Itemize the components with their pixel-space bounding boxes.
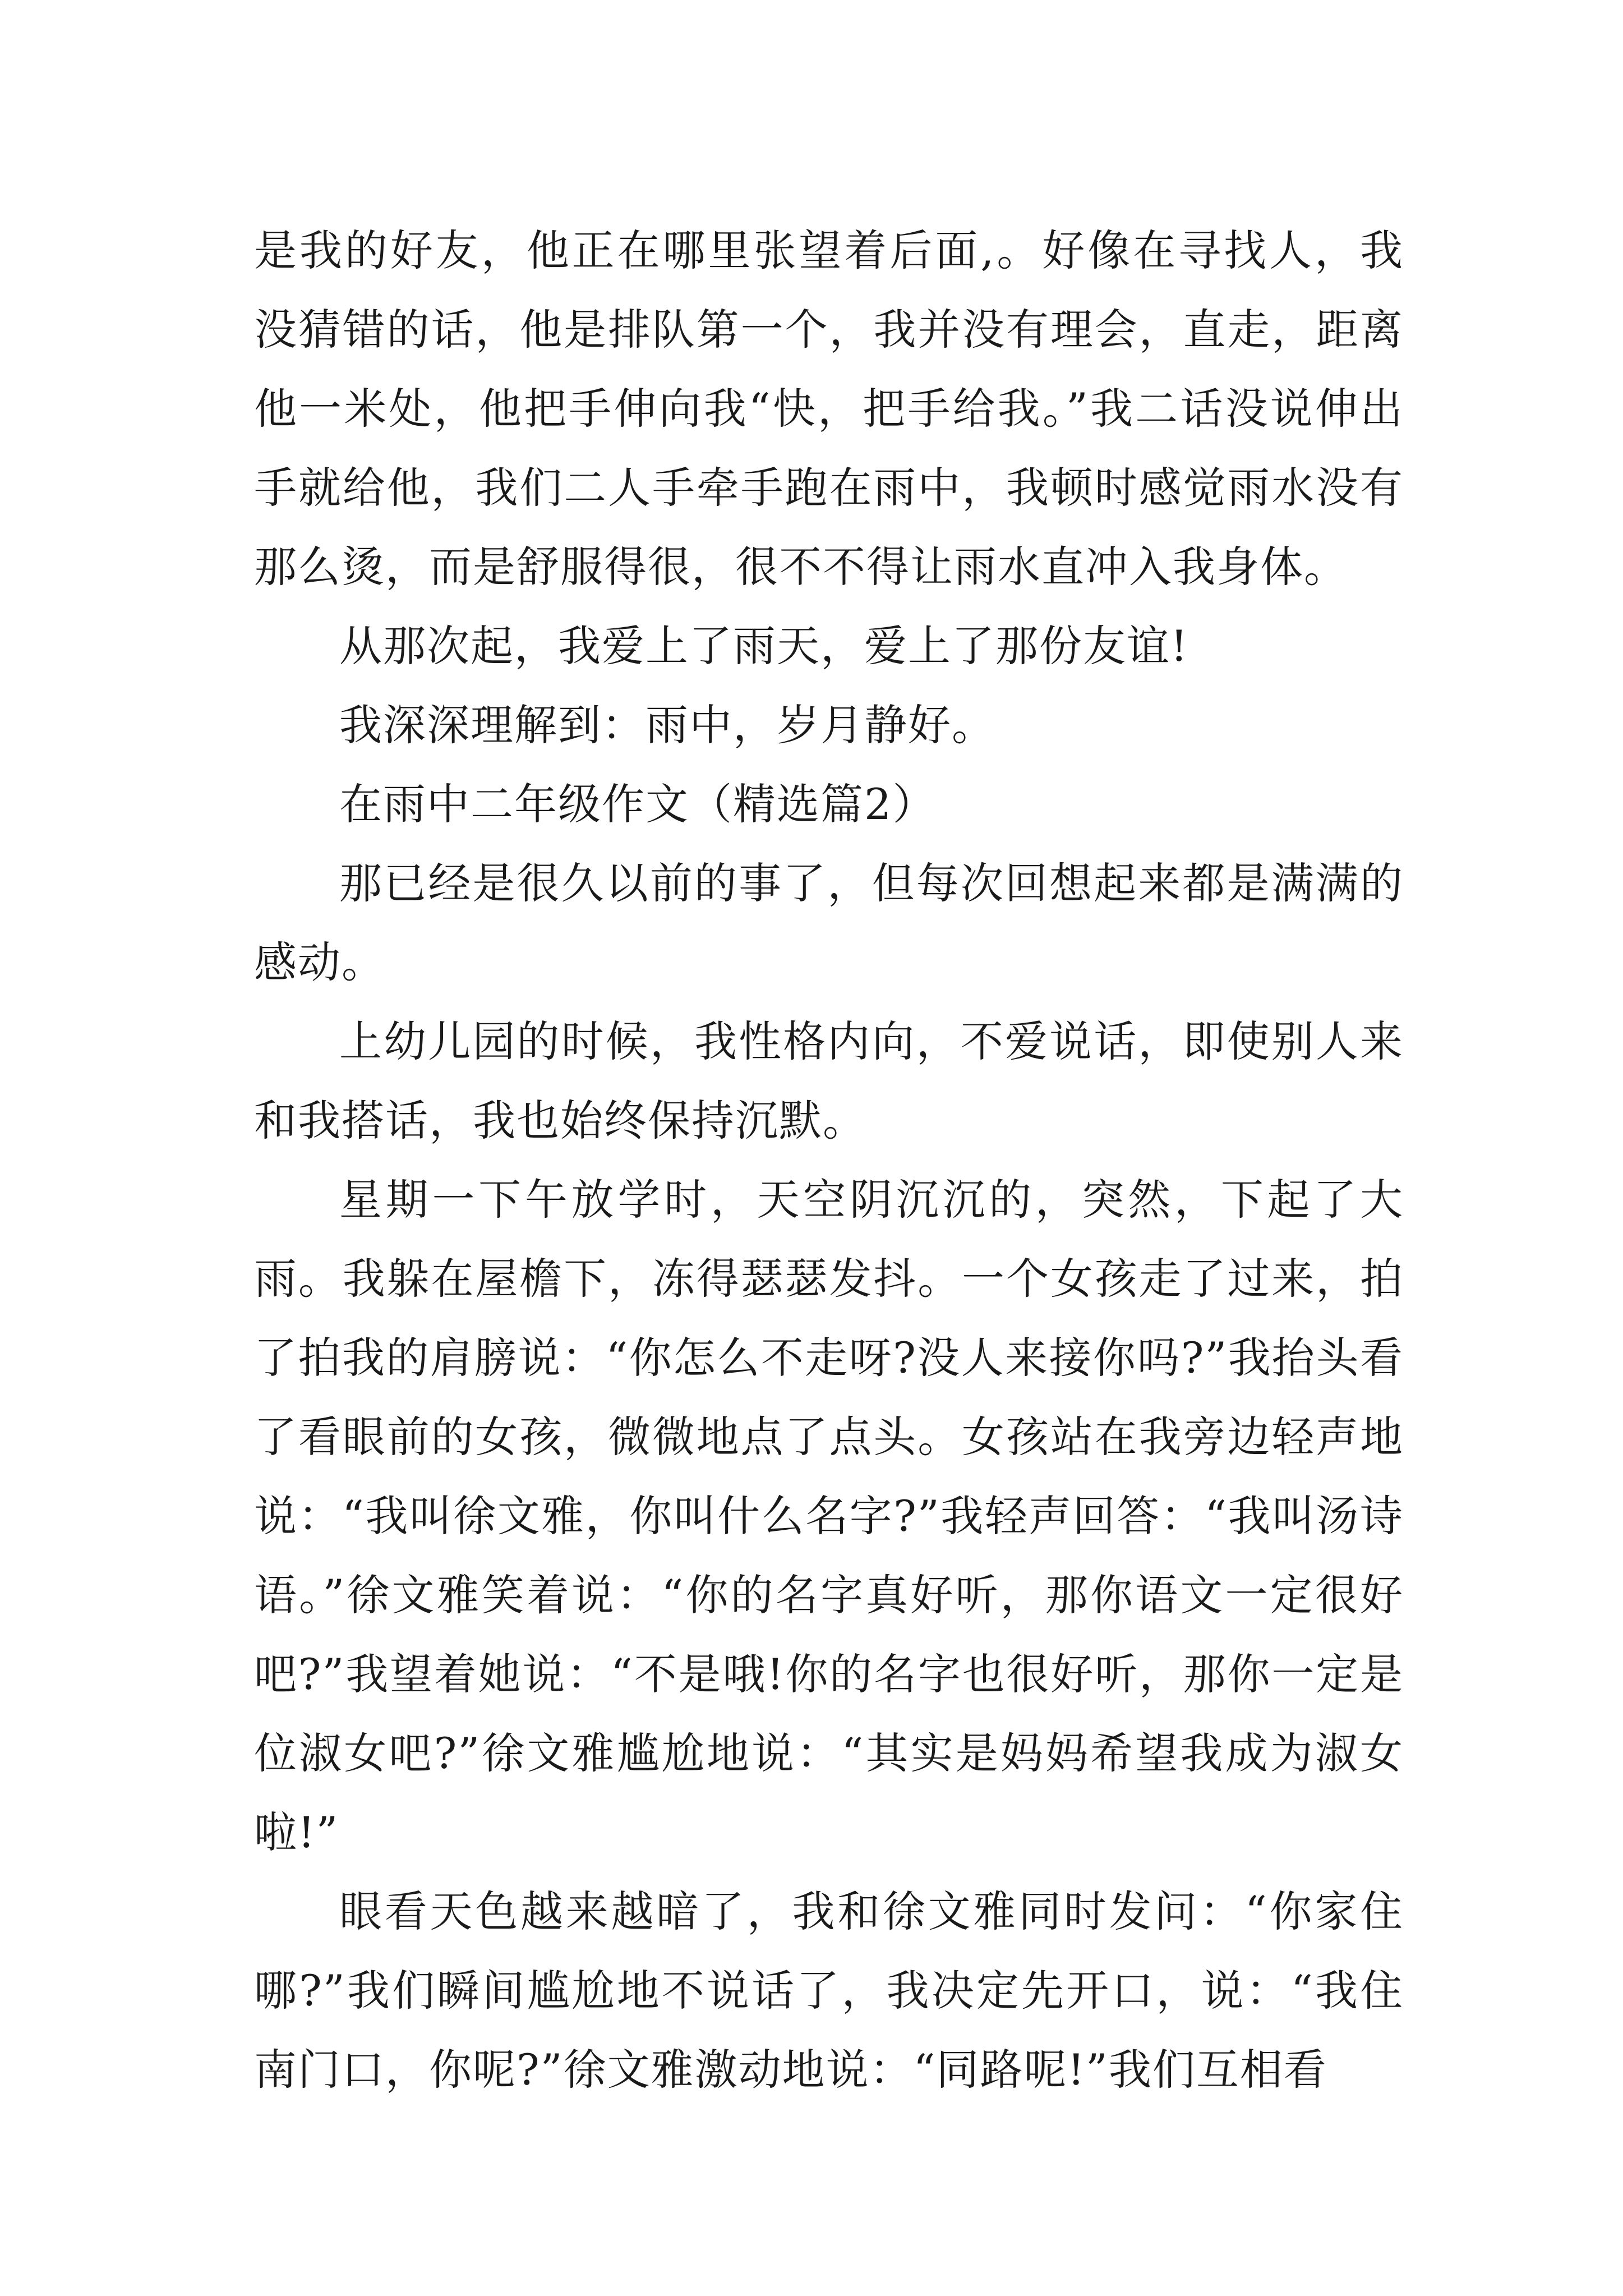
paragraph: 那已经是很久以前的事了，但每次回想起来都是满满的感动。 — [254, 858, 1404, 987]
paragraph-continued: 是我的好友，他正在哪里张望着后面,。好像在寻找人，我没猜错的话，他是排队第一个，我并没有理会，直走，距离他一米处，他把手伸向我“快，把手给我。”我二话没说伸出手就给他，我们二人手牵手跑在雨中，我顿时感觉雨水没有那么烫，而是舒服得很，很不不得让雨水直冲入我身体。 — [254, 226, 1404, 592]
paragraph: 星期一下午放学时，天空阴沉沉的，突然，下起了大雨。我躲在屋檐下，冻得瑟瑟发抖。一个女孩走了过来，拍了拍我的肩膀说：“你怎么不走呀?没人来接你吗?”我抬头看了看眼前的女孩，微微地点了点头。女孩站在我旁边轻声地说：“我叫徐文雅，你叫什么名字?”我轻声回答：“我叫汤诗语。”徐文雅笑着说：“你的名字真好听，那你语文一定很好吧?”我望着她说：“不是哦!你的名字也很好听，那你一定是位淑女吧?”徐文雅尴尬地说：“其实是妈妈希望我成为淑女啦!” — [254, 1175, 1404, 1857]
paragraph: 上幼儿园的时候，我性格内向，不爱说话，即使别人来和我搭话，我也始终保持沉默。 — [254, 1016, 1404, 1145]
essay-body — [254, 211, 1404, 2109]
section-heading: 在雨中二年级作文（精选篇2） — [339, 779, 937, 829]
paragraph: 眼看天色越来越暗了，我和徐文雅同时发问：“你家住哪?”我们瞬间尴尬地不说话了，我决定先开口，说：“我住南门口，你呢?”徐文雅激动地说：“同路呢!”我们互相看 — [254, 1887, 1404, 2095]
paragraph: 我深深理解到：雨中，岁月静好。 — [339, 700, 995, 750]
paragraph: 从那次起，我爱上了雨天，爱上了那份友谊! — [339, 621, 1189, 671]
